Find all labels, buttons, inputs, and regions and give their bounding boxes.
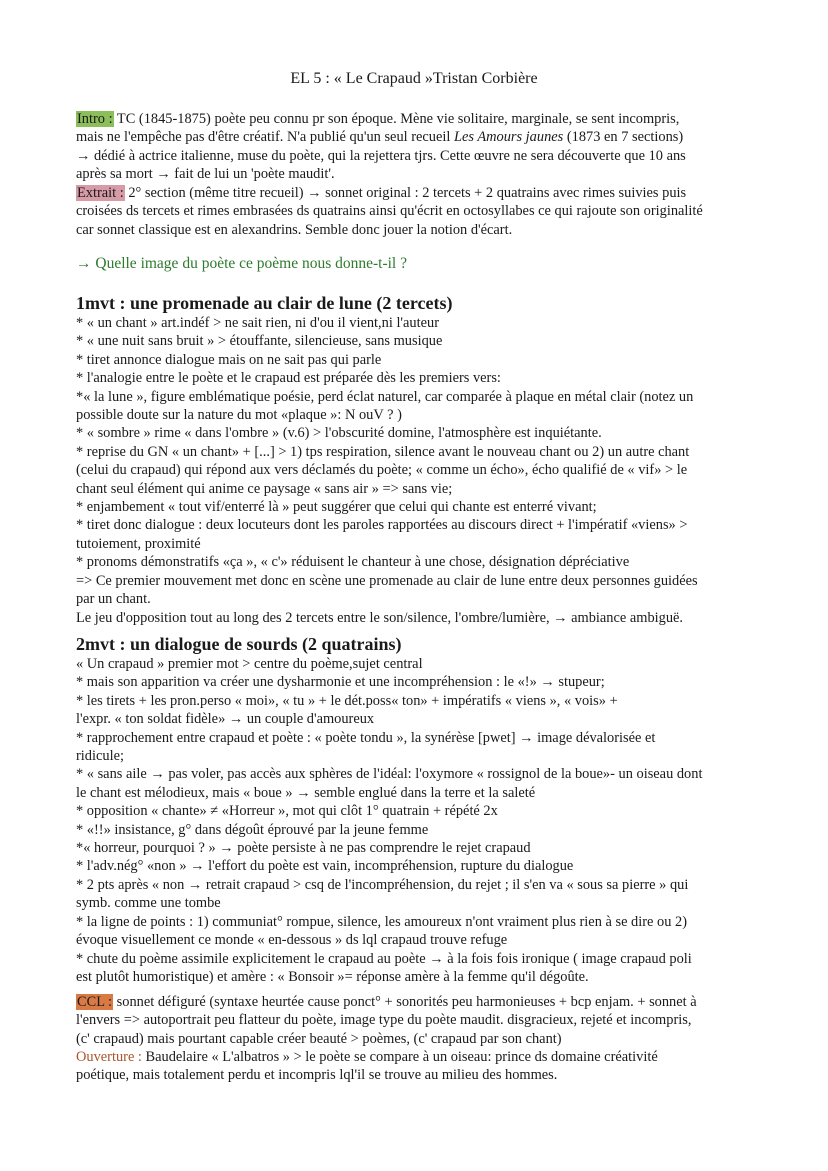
list-item: par un chant.: [76, 591, 151, 608]
mvt2-heading: 2mvt : un dialogue de sourds (2 quatrains): [76, 634, 402, 654]
intro-label: Intro :: [77, 111, 113, 127]
list-item: * enjambement « tout vif/enterré là » peut suggérer que celui qui chante est enterré vivant;: [76, 499, 597, 516]
ccl-section: [76, 993, 760, 1048]
list-item: * l'adv.nég° «non » → l'effort du poète est vain, incompréhension, rupture du dialogue: [76, 858, 574, 875]
book-title: Les Amours jaunes: [453, 129, 564, 146]
extrait-section: [76, 184, 760, 239]
list-item: * rapprochement entre crapaud et poète : « poète tondu », la synérèse [pwet] → image dévalorisée et: [76, 729, 656, 746]
list-item: ridicule;: [76, 748, 124, 765]
list-item: * « sombre » rime « dans l'ombre » (v.6) > l'obscurité domine, l'atmosphère est inquiétante.: [76, 425, 602, 442]
list-item: (celui du crapaud) qui répond aux vers déclamés du poète; « comme un écho», écho qualifié de « vif» > le: [76, 462, 688, 479]
problematique: → Quelle image du poète ce poème nous donne-t-il ?: [76, 255, 407, 272]
list-item: est plutôt humoristique) et amère : « Bonsoir »= réponse amère à la femme qu'il dégoûte.: [76, 968, 589, 985]
list-item: le chant est mélodieux, mais « boue » → semble englué dans la terre et la saleté: [76, 784, 536, 801]
ccl-line-1: CCL : sonnet défiguré (syntaxe heurtée cause ponct° + sonorités peu harmonieuses + bcp enjam. + sonnet à: [77, 994, 697, 1010]
list-item: évoque visuellement ce monde « en-dessous » ds lql crapaud trouve refuge: [76, 932, 508, 949]
list-item: * «!!» insistance, g° dans dégoût éprouvé par la jeune femme: [76, 821, 429, 838]
list-item: * 2 pts après « non → retrait crapaud > csq de l'incompréhension, du rejet ; il s'en va « sous sa pierre » qui: [76, 876, 689, 893]
list-item: * pronoms démonstratifs «ça », « c'» réduisent le chanteur à une chose, désignation dépréciative: [76, 554, 630, 571]
intro-section: [76, 110, 760, 184]
list-item: * mais son apparition va créer une dysharmonie et une incompréhension : le «!» → stupeur;: [76, 674, 605, 691]
extrait-label: Extrait :: [77, 185, 124, 201]
list-item: *« la lune », figure emblématique poésie, perd éclat naturel, car comparée à plaque en métal clair (notez un: [76, 388, 694, 405]
list-item: * l'analogie entre le poète et le crapaud est préparée dès les premiers vers:: [76, 370, 501, 387]
list-item: *« horreur, pourquoi ? » → poète persiste à ne pas comprendre le rejet crapaud: [76, 840, 531, 857]
ccl-line-2: l'envers => autoportrait peu flatteur du poète, image type du poète maudit. disgracieux, rejeté et incompris,: [76, 1012, 692, 1029]
ouverture-label: Ouverture :: [76, 1049, 142, 1065]
ouverture-line-1: Ouverture : Baudelaire « L'albatros » > le poète se compare à un oiseau: prince ds domaine créativité: [76, 1049, 658, 1065]
list-item: possible doute sur la nature du mot «plaque »: N ouV ? ): [76, 407, 402, 424]
extrait-line-1: Extrait : 2° section (même titre recueil) → sonnet original : 2 tercets + 2 quatrains avec rimes suivies puis: [77, 185, 687, 201]
extrait-line-3: car sonnet classique est en alexandrins. Semble donc jouer la notion d'écart.: [76, 221, 513, 238]
intro-line-1: Intro : TC (1845-1875) poète peu connu pr son époque. Mène vie solitaire, marginale, se sent incompris,: [77, 111, 680, 127]
list-item: symb. comme une tombe: [76, 895, 221, 912]
intro-line-3: → dédié à actrice italienne, muse du poète, qui la rejettera tjrs. Cette œuvre ne sera découverte que 10 ans: [76, 147, 686, 164]
list-item: => Ce premier mouvement met donc en scène une promenade au clair de lune entre deux personnes guidées: [76, 572, 698, 589]
mvt2-body: [76, 655, 760, 986]
list-item: * tiret donc dialogue : deux locuteurs dont les paroles rapportées au discours direct + l'impératif «viens» >: [76, 517, 688, 534]
list-item: * chute du poème assimile explicitement le crapaud au poète → à la fois fois ironique ( image crapaud poli: [76, 950, 692, 967]
list-item: tutoiement, proximité: [76, 535, 201, 552]
ccl-label: CCL :: [77, 994, 113, 1010]
document-title: EL 5 : « Le Crapaud »Tristan Corbière: [290, 70, 538, 87]
list-item: chant seul élément qui anime ce paysage « sans air » => sans vie;: [76, 480, 453, 497]
mvt1-heading: 1mvt : une promenade au clair de lune (2 tercets): [76, 293, 453, 313]
ouverture-line-2: poétique, mais totalement perdu et incompris lql'il se trouve au milieu des hommes.: [76, 1067, 558, 1084]
list-item: Le jeu d'opposition tout au long des 2 tercets entre le son/silence, l'ombre/lumière, → ambiance ambiguë.: [76, 609, 684, 626]
extrait-line-2: croisées ds tercets et rimes embrasées ds quatrains ainsi qu'écrit en octosyllabes ce qui rajoute son originalité: [76, 203, 703, 220]
list-item: * reprise du GN « un chant» + [...] > 1) tps respiration, silence avant le nouveau chant ou 2) un autre chant: [76, 443, 690, 460]
list-item: * « une nuit sans bruit » > étouffante, silencieuse, sans musique: [76, 333, 443, 350]
ccl-line-3: (c' crapaud) mais pourtant capable créer beauté > poèmes, (c' crapaud par son chant): [76, 1030, 562, 1047]
list-item: * « sans aile → pas voler, pas accès aux sphères de l'idéal: l'oxymore « rossignol de la boue»- un oiseau dont: [76, 766, 703, 783]
intro-line-4: après sa mort → fait de lui un 'poète maudit'.: [76, 166, 335, 183]
mvt1-body: [76, 314, 760, 627]
ouverture-section: [76, 1048, 760, 1085]
list-item: * « un chant » art.indéf > ne sait rien, ni d'ou il vient,ni l'auteur: [76, 315, 439, 331]
list-item: * la ligne de points : 1) communiat° rompue, silence, les amoureux n'ont vraiment plus rien à se dire ou 2): [76, 913, 688, 930]
list-item: * tiret annonce dialogue mais on ne sait pas qui parle: [76, 351, 382, 368]
list-item: * opposition « chante» ≠ «Horreur », mot qui clôt 1° quatrain + répété 2x: [76, 803, 498, 820]
list-item: l'expr. « ton soldat fidèle» → un couple d'amoureux: [76, 711, 375, 728]
list-item: * les tirets + les pron.perso « moi», « tu » + le dét.poss« ton» + impératifs « viens », « vois» +: [76, 692, 618, 709]
list-item: « Un crapaud » premier mot > centre du poème,sujet central: [76, 656, 423, 672]
intro-line-2: mais ne l'empêche pas d'être créatif. N'a publié qu'un seul recueil Les Amours jaunes (1873 en 7 sections): [76, 129, 684, 146]
